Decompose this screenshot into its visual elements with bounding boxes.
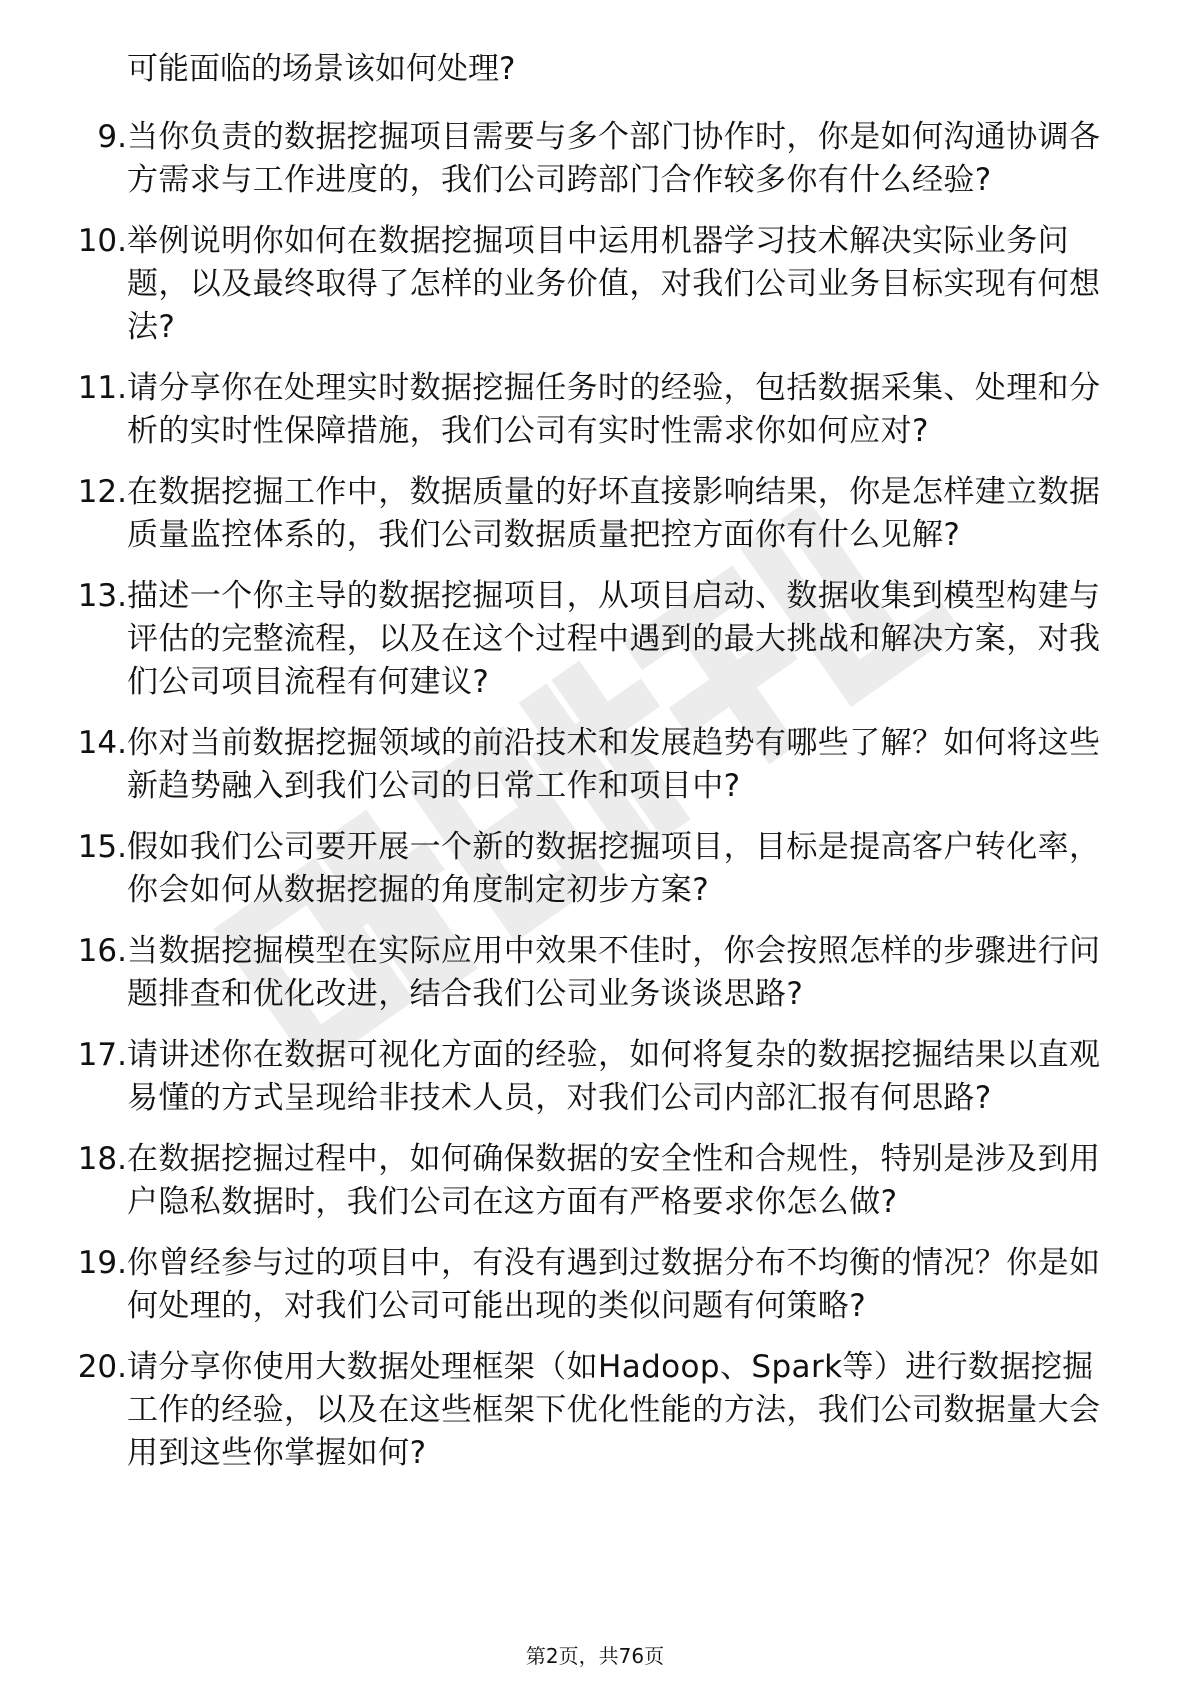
- list-item: [50, 722, 1120, 808]
- question-number: 19.: [77, 1245, 127, 1281]
- question-text: 当你负责的数据挖掘项目需要与多个部门协作时，你是如何沟通协调各方需求与工作进度的，我们公司跨部门合作较多你有什么经验?: [127, 119, 1101, 198]
- list-item: [50, 471, 1120, 557]
- question-number: 15.: [77, 829, 127, 865]
- question-text: 你曾经参与过的项目中，有没有遇到过数据分布不均衡的情况？你是如何处理的，对我们公司可能出现的类似问题有何策略?: [127, 1245, 1101, 1324]
- question-text: 举例说明你如何在数据挖掘项目中运用机器学习技术解决实际业务问题，以及最终取得了怎样的业务价值，对我们公司业务目标实现有何想法?: [127, 223, 1101, 345]
- question-list: [50, 116, 1120, 1493]
- list-item: [50, 116, 1120, 202]
- list-item: [50, 1034, 1120, 1120]
- question-text: 请分享你在处理实时数据挖掘任务时的经验，包括数据采集、处理和分析的实时性保障措施，我们公司有实时性需求你如何应对?: [127, 370, 1101, 449]
- question-number: 20.: [77, 1349, 127, 1385]
- question-number: 9.: [97, 119, 127, 155]
- question-text: 请分享你使用大数据处理框架（如Hadoop、Spark等）进行数据挖掘工作的经验，以及在这些框架下优化性能的方法，我们公司数据量大会用到这些你掌握如何?: [127, 1349, 1101, 1471]
- question-text: 假如我们公司要开展一个新的数据挖掘项目，目标是提高客户转化率，你会如何从数据挖掘的角度制定初步方案?: [127, 829, 1101, 908]
- question-number: 14.: [77, 725, 127, 761]
- list-item: [50, 1346, 1120, 1475]
- question-number: 13.: [77, 578, 127, 614]
- question-text: 描述一个你主导的数据挖掘项目，从项目启动、数据收集到模型构建与评估的完整流程，以及在这个过程中遇到的最大挑战和解决方案，对我们公司项目流程有何建议?: [127, 578, 1101, 700]
- question-number: 11.: [77, 370, 127, 406]
- list-item: [50, 826, 1120, 912]
- question-text: 你对当前数据挖掘领域的前沿技术和发展趋势有哪些了解？如何将这些新趋势融入到我们公司的日常工作和项目中?: [127, 725, 1101, 804]
- question-text: 在数据挖掘工作中，数据质量的好坏直接影响结果，你是怎样建立数据质量监控体系的，我们公司数据质量把控方面你有什么见解?: [127, 474, 1101, 553]
- list-item: [50, 220, 1120, 349]
- question-number: 18.: [77, 1141, 127, 1177]
- question-number: 17.: [77, 1037, 127, 1073]
- question-text: 请讲述你在数据可视化方面的经验，如何将复杂的数据挖掘结果以直观易懂的方式呈现给非技术人员，对我们公司内部汇报有何思路?: [127, 1037, 1101, 1116]
- list-item: [50, 575, 1120, 704]
- list-item: [50, 930, 1120, 1016]
- list-item: [50, 1138, 1120, 1224]
- question-text: 在数据挖掘过程中，如何确保数据的安全性和合规性，特别是涉及到用户隐私数据时，我们公司在这方面有严格要求你怎么做?: [127, 1141, 1101, 1220]
- list-item: [50, 367, 1120, 453]
- question-number: 12.: [77, 474, 127, 510]
- page-footer: 第2页，共76页: [525, 1644, 665, 1668]
- question-number: 16.: [77, 933, 127, 969]
- question-text: 当数据挖掘模型在实际应用中效果不佳时，你会按照怎样的步骤进行问题排查和优化改进，结合我们公司业务谈谈思路?: [127, 933, 1101, 1012]
- question-number: 10.: [77, 223, 127, 259]
- list-item: [50, 1242, 1120, 1328]
- continuation-text: 可能面临的场景该如何处理?: [127, 51, 516, 87]
